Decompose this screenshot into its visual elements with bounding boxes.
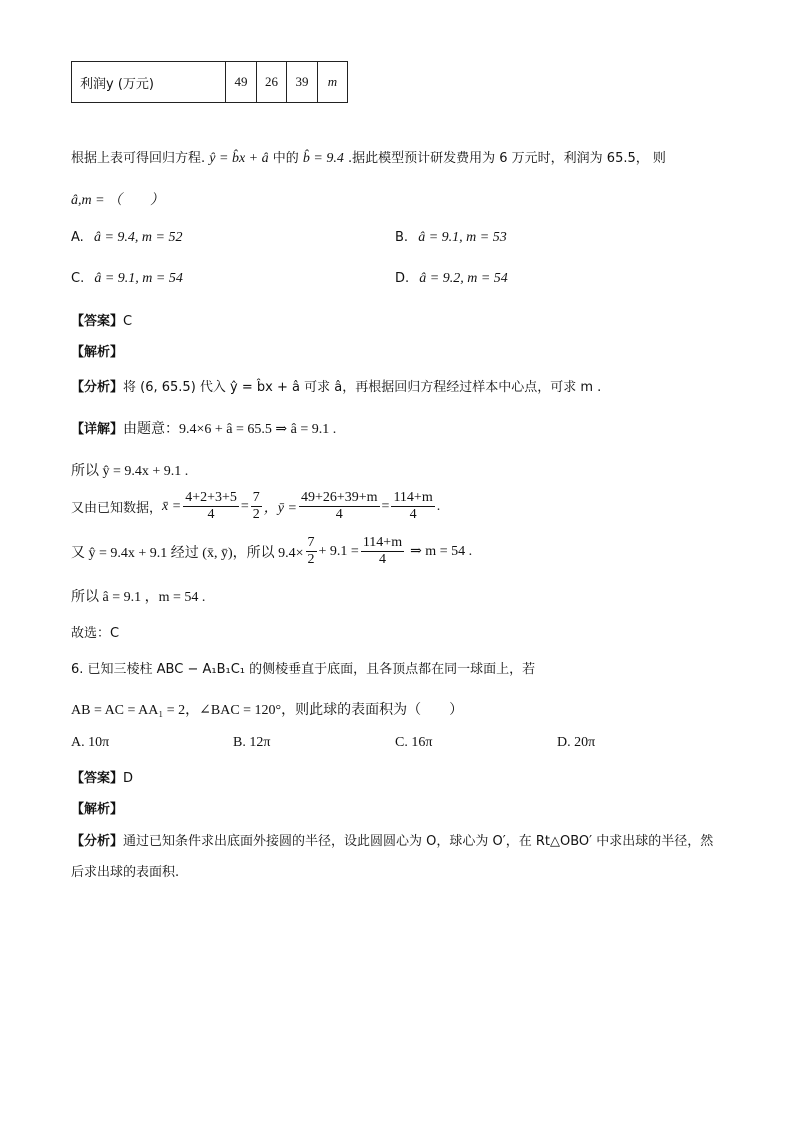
table-cell: 39 [287,62,318,103]
q5-stem-text: 中的 [272,151,299,166]
q6-option-a: A. 10π [71,735,110,750]
table-cell: 49 [226,62,257,103]
option-d: D. â = 9.2, m = 54 [395,271,508,286]
q6-option-c: C. 16π [395,735,433,750]
table-cell: m [318,62,348,103]
q5-stem-line2: â,m = （ ） [71,193,165,208]
detail-tag: 【详解】 [71,422,124,437]
answer-value: D [123,771,134,786]
answer-tag: 【答案】 [71,314,124,329]
detail-text: 由题意：9.4×6 + â = 65.5 ⇒ â = 9.1 . [123,422,337,437]
q6-option-b: B. 12π [233,735,271,750]
option-a: A. â = 9.4, m = 52 [71,230,183,245]
option-b: B. â = 9.1, m = 53 [395,230,507,245]
q5-detail-3: 又由已知数据， x̄ = $\frac{4+2+3+5}{4}$ = $\frac{7}{2}$ ，ȳ = $\frac{49+26+39+m}{4}$ = $\frac{114+m}{4}$ . [71,490,441,522]
fraction: $\frac{7}{2}$ [307,535,315,567]
fraction: $\frac{7}{2}$ [252,490,260,522]
q6-stem-line2: AB = AC = AA₁ = 2，∠BAC = 120°，则此球的表面积为（ ） [71,703,464,718]
fraction: $\frac{114+m}{4}$ [393,490,433,522]
q5-answer [71,310,132,329]
q5-fenxi [71,376,601,395]
q6-stem-line1: 6. 已知三棱柱 ABC − A₁B₁C₁ 的侧棱垂直于底面，且各顶点都在同一球面上，若 [71,662,536,677]
answer-value: C [123,314,133,329]
fraction: $\frac{49+26+39+m}{4}$ [300,490,378,522]
analysis-tag: 【解析】 [71,345,124,360]
fenxi-text: 通过已知条件求出底面外接圆的半径，设此圆圆心为 O，球心为 O′，在 Rt△OBO′ 中求出球的半径，然 [123,834,714,849]
fraction: $\frac{114+m}{4}$ [362,535,403,567]
row-header: 利润y (万元) [72,62,226,103]
q5-stem-text: 根据上表可得回归方程. [71,151,206,166]
q6-fenxi-2: 后求出球的表面积. [71,865,180,880]
q5-stem-text: .据此模型预计研发费用为 6 万元时，利润为 65.5， 则 [348,151,666,166]
regression-equation: ŷ = b̂x + â [209,151,269,166]
q6-answer [71,767,133,786]
b-value: b̂ = 9.4 [302,151,344,166]
option-c: C. â = 9.1, m = 54 [71,271,183,286]
table-cell: 26 [257,62,287,103]
answer-tag: 【答案】 [71,771,124,786]
q5-detail-1 [71,418,336,438]
q6-fenxi-1 [71,830,713,849]
q5-detail-4: 又 ŷ = 9.4x + 9.1 经过 (x̄, ȳ)，所以 9.4× $\frac{7}{2}$ + 9.1 = $\frac{114+m}{4}$ ⇒ m = 54 . [71,535,473,567]
fenxi-tag: 【分析】 [71,834,124,849]
q5-choose: 故选：C [71,626,120,641]
table-row [72,62,348,103]
q5-stem-line1 [71,147,666,167]
analysis-tag: 【解析】 [71,802,124,817]
fenxi-tag: 【分析】 [71,380,124,395]
q5-detail-2: 所以 ŷ = 9.4x + 9.1 . [71,464,189,479]
profit-table [71,61,348,103]
q5-detail-5: 所以 â = 9.1 ，m = 54 . [71,590,206,605]
fenxi-text: 将 (6, 65.5) 代入 ŷ = b̂x + â 可求 â，再根据回归方程经过样本中心点，可求 m . [123,380,602,395]
q6-option-d: D. 20π [557,735,596,750]
fraction: $\frac{4+2+3+5}{4}$ [185,490,237,522]
